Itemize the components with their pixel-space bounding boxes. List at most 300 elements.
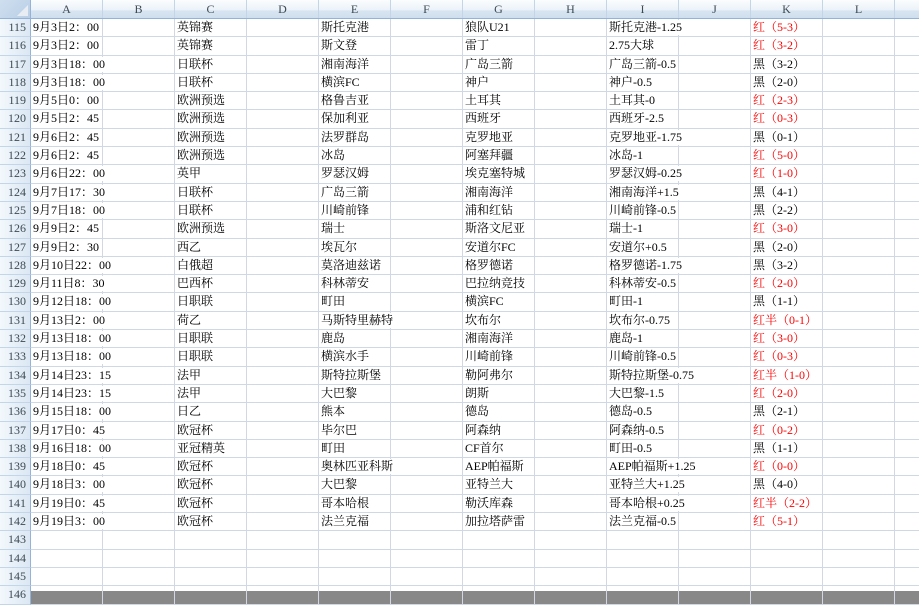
cell-A145[interactable] [31, 568, 103, 586]
cell-away-135[interactable] [463, 385, 535, 403]
cell-partial-129[interactable] [895, 275, 919, 293]
cell-home-121[interactable] [319, 129, 391, 147]
cell-partial-126[interactable] [895, 220, 919, 238]
cell-F119[interactable] [391, 92, 463, 110]
cell-league-132[interactable] [175, 330, 247, 348]
cell-result-130[interactable] [751, 293, 823, 311]
column-header-C[interactable]: C [175, 0, 247, 18]
cell-away-133[interactable] [463, 348, 535, 366]
cell-partial-127[interactable] [895, 239, 919, 257]
cell-league-129[interactable] [175, 275, 247, 293]
cell-A146[interactable] [31, 586, 103, 604]
row-header-129[interactable]: 129 [0, 275, 31, 293]
cell-B125[interactable] [103, 202, 175, 220]
cell-away-134[interactable] [463, 367, 535, 385]
cell-K144[interactable] [751, 550, 823, 568]
cell-result-138[interactable] [751, 440, 823, 458]
cell-J117[interactable] [679, 56, 751, 74]
cell-date-138[interactable] [31, 440, 112, 458]
cell-H117[interactable] [535, 56, 607, 74]
cell-partial-122[interactable] [895, 147, 919, 165]
cell-J133[interactable] [679, 348, 751, 366]
cell-L136[interactable] [823, 403, 895, 421]
column-header-B[interactable]: B [103, 0, 175, 18]
cell-F125[interactable] [391, 202, 463, 220]
row-header-116[interactable]: 116 [0, 37, 31, 55]
cell-date-120[interactable] [31, 110, 103, 128]
cell-result-117[interactable] [751, 56, 823, 74]
cell-partial-136[interactable] [895, 403, 919, 421]
cell-bet-139[interactable] [607, 458, 696, 476]
cell-home-115[interactable] [319, 19, 391, 37]
cell-partial-124[interactable] [895, 184, 919, 202]
cell-D136[interactable] [247, 403, 319, 421]
cell-partial-142[interactable] [895, 513, 919, 531]
select-all-corner[interactable] [0, 0, 31, 18]
cell-C143[interactable] [175, 531, 247, 549]
cell-away-121[interactable] [463, 129, 535, 147]
cell-bet-140[interactable] [607, 476, 685, 494]
cell-H125[interactable] [535, 202, 607, 220]
cell-D119[interactable] [247, 92, 319, 110]
cell-J130[interactable] [679, 293, 751, 311]
cell-away-124[interactable] [463, 184, 535, 202]
cell-D130[interactable] [247, 293, 319, 311]
cell-result-131[interactable] [751, 312, 823, 330]
cell-E143[interactable] [319, 531, 391, 549]
cell-bet-118[interactable] [607, 74, 679, 92]
cell-home-130[interactable] [319, 293, 391, 311]
cell-home-122[interactable] [319, 147, 391, 165]
cell-D137[interactable] [247, 422, 319, 440]
cell-date-135[interactable] [31, 385, 112, 403]
cell-league-142[interactable] [175, 513, 247, 531]
cell-H141[interactable] [535, 495, 607, 513]
cell-partial-137[interactable] [895, 422, 919, 440]
cell-result-134[interactable] [751, 367, 823, 385]
cell-away-136[interactable] [463, 403, 535, 421]
cell-league-127[interactable] [175, 239, 247, 257]
cell-D133[interactable] [247, 348, 319, 366]
row-header-137[interactable]: 137 [0, 422, 31, 440]
cell-home-116[interactable] [319, 37, 391, 55]
cell-L126[interactable] [823, 220, 895, 238]
cell-L124[interactable] [823, 184, 895, 202]
cell-home-137[interactable] [319, 422, 391, 440]
cell-H137[interactable] [535, 422, 607, 440]
cell-A143[interactable] [31, 531, 103, 549]
cell-league-135[interactable] [175, 385, 247, 403]
cell-L128[interactable] [823, 257, 895, 275]
cell-league-139[interactable] [175, 458, 247, 476]
cell-date-121[interactable] [31, 129, 103, 147]
cell-D139[interactable] [247, 458, 319, 476]
cell-home-142[interactable] [319, 513, 391, 531]
cell-home-120[interactable] [319, 110, 391, 128]
cell-bet-124[interactable] [607, 184, 679, 202]
cell-result-127[interactable] [751, 239, 823, 257]
cell-H116[interactable] [535, 37, 607, 55]
cell-league-119[interactable] [175, 92, 247, 110]
cell-bet-127[interactable] [607, 239, 679, 257]
cell-date-140[interactable] [31, 476, 106, 494]
cell-partial-145[interactable] [895, 568, 919, 586]
cell-D125[interactable] [247, 202, 319, 220]
cell-F121[interactable] [391, 129, 463, 147]
cell-home-138[interactable] [319, 440, 391, 458]
cell-L133[interactable] [823, 348, 895, 366]
cell-D141[interactable] [247, 495, 319, 513]
cell-away-123[interactable] [463, 165, 535, 183]
cell-date-122[interactable] [31, 147, 103, 165]
cell-F133[interactable] [391, 348, 463, 366]
cell-H145[interactable] [535, 568, 607, 586]
cell-B126[interactable] [103, 220, 175, 238]
cell-H127[interactable] [535, 239, 607, 257]
cell-league-133[interactable] [175, 348, 247, 366]
cell-home-134[interactable] [319, 367, 391, 385]
row-header-120[interactable]: 120 [0, 110, 31, 128]
cell-D116[interactable] [247, 37, 319, 55]
cell-D124[interactable] [247, 184, 319, 202]
cell-E144[interactable] [319, 550, 391, 568]
cell-date-141[interactable] [31, 495, 106, 513]
row-header-123[interactable]: 123 [0, 165, 31, 183]
cell-partial-144[interactable] [895, 550, 919, 568]
cell-L127[interactable] [823, 239, 895, 257]
cell-B123[interactable] [103, 165, 175, 183]
cell-B121[interactable] [103, 129, 175, 147]
cell-home-140[interactable] [319, 476, 391, 494]
cell-B128[interactable] [103, 257, 175, 275]
cell-J123[interactable] [679, 165, 751, 183]
cell-L143[interactable] [823, 531, 895, 549]
cell-partial-141[interactable] [895, 495, 919, 513]
cell-date-128[interactable] [31, 257, 112, 275]
cell-partial-125[interactable] [895, 202, 919, 220]
cell-B118[interactable] [103, 74, 175, 92]
cell-H131[interactable] [535, 312, 607, 330]
cell-partial-128[interactable] [895, 257, 919, 275]
cell-B143[interactable] [103, 531, 175, 549]
cell-D120[interactable] [247, 110, 319, 128]
cell-away-129[interactable] [463, 275, 535, 293]
cell-partial-119[interactable] [895, 92, 919, 110]
cell-away-137[interactable] [463, 422, 535, 440]
cell-D142[interactable] [247, 513, 319, 531]
cell-J136[interactable] [679, 403, 751, 421]
cell-bet-136[interactable] [607, 403, 679, 421]
row-header-131[interactable]: 131 [0, 312, 31, 330]
cell-bet-138[interactable] [607, 440, 679, 458]
cell-B138[interactable] [103, 440, 175, 458]
cell-F145[interactable] [391, 568, 463, 586]
cell-E145[interactable] [319, 568, 391, 586]
cell-partial-139[interactable] [895, 458, 919, 476]
cell-league-118[interactable] [175, 74, 247, 92]
cell-date-117[interactable] [31, 56, 106, 74]
cell-partial-133[interactable] [895, 348, 919, 366]
cell-result-124[interactable] [751, 184, 823, 202]
cell-L119[interactable] [823, 92, 895, 110]
cell-league-117[interactable] [175, 56, 247, 74]
cell-date-130[interactable] [31, 293, 112, 311]
cell-F118[interactable] [391, 74, 463, 92]
row-header-135[interactable]: 135 [0, 385, 31, 403]
cell-L117[interactable] [823, 56, 895, 74]
cell-bet-131[interactable] [607, 312, 679, 330]
cell-L118[interactable] [823, 74, 895, 92]
cell-result-119[interactable] [751, 92, 823, 110]
cell-L115[interactable] [823, 19, 895, 37]
cell-result-128[interactable] [751, 257, 823, 275]
cell-L121[interactable] [823, 129, 895, 147]
cell-date-136[interactable] [31, 403, 112, 421]
cell-B132[interactable] [103, 330, 175, 348]
cell-home-126[interactable] [319, 220, 391, 238]
column-header-J[interactable]: J [679, 0, 751, 18]
cell-league-137[interactable] [175, 422, 247, 440]
cell-partial-115[interactable] [895, 19, 919, 37]
cell-H135[interactable] [535, 385, 607, 403]
cell-away-128[interactable] [463, 257, 535, 275]
cell-partial-123[interactable] [895, 165, 919, 183]
cell-home-127[interactable] [319, 239, 391, 257]
cell-D126[interactable] [247, 220, 319, 238]
cell-J132[interactable] [679, 330, 751, 348]
cell-away-115[interactable] [463, 19, 535, 37]
cell-away-120[interactable] [463, 110, 535, 128]
cell-partial-131[interactable] [895, 312, 919, 330]
cell-J120[interactable] [679, 110, 751, 128]
cell-result-125[interactable] [751, 202, 823, 220]
row-header-124[interactable]: 124 [0, 184, 31, 202]
cell-J135[interactable] [679, 385, 751, 403]
column-header-G[interactable]: G [463, 0, 535, 18]
cell-home-129[interactable] [319, 275, 391, 293]
cell-league-140[interactable] [175, 476, 247, 494]
cell-H122[interactable] [535, 147, 607, 165]
cell-partial-135[interactable] [895, 385, 919, 403]
cell-J115[interactable] [679, 19, 751, 37]
cell-bet-126[interactable] [607, 220, 679, 238]
cell-L122[interactable] [823, 147, 895, 165]
cell-D135[interactable] [247, 385, 319, 403]
cell-B136[interactable] [103, 403, 175, 421]
cell-league-126[interactable] [175, 220, 247, 238]
cell-date-133[interactable] [31, 348, 112, 366]
cell-C145[interactable] [175, 568, 247, 586]
cell-H138[interactable] [535, 440, 607, 458]
cell-league-116[interactable] [175, 37, 247, 55]
cell-L123[interactable] [823, 165, 895, 183]
cell-D146[interactable] [247, 586, 319, 604]
cell-partial-120[interactable] [895, 110, 919, 128]
cell-G144[interactable] [463, 550, 535, 568]
cell-J140[interactable] [679, 476, 751, 494]
cell-date-116[interactable] [31, 37, 103, 55]
cell-F128[interactable] [391, 257, 463, 275]
cell-bet-129[interactable] [607, 275, 679, 293]
cell-date-137[interactable] [31, 422, 106, 440]
row-header-146[interactable]: 146 [0, 586, 31, 604]
cell-date-142[interactable] [31, 513, 106, 531]
cell-B117[interactable] [103, 56, 175, 74]
cell-F146[interactable] [391, 586, 463, 604]
cell-L146[interactable] [823, 586, 895, 604]
cell-J126[interactable] [679, 220, 751, 238]
cell-D134[interactable] [247, 367, 319, 385]
column-header-I[interactable]: I [607, 0, 679, 18]
cell-home-133[interactable] [319, 348, 391, 366]
cell-home-132[interactable] [319, 330, 391, 348]
cell-F115[interactable] [391, 19, 463, 37]
column-header-D[interactable]: D [247, 0, 319, 18]
row-header-134[interactable]: 134 [0, 367, 31, 385]
row-header-141[interactable]: 141 [0, 495, 31, 513]
cell-result-116[interactable] [751, 37, 823, 55]
row-header-121[interactable]: 121 [0, 129, 31, 147]
cell-league-120[interactable] [175, 110, 247, 128]
cell-bet-117[interactable] [607, 56, 679, 74]
cell-away-142[interactable] [463, 513, 535, 531]
column-header-K[interactable]: K [751, 0, 823, 18]
cell-H115[interactable] [535, 19, 607, 37]
cell-bet-116[interactable] [607, 37, 679, 55]
cell-K146[interactable] [751, 586, 823, 604]
cell-H128[interactable] [535, 257, 607, 275]
cell-result-135[interactable] [751, 385, 823, 403]
cell-H146[interactable] [535, 586, 607, 604]
cell-J128[interactable] [679, 257, 751, 275]
cell-home-131[interactable] [319, 312, 394, 330]
cell-J144[interactable] [679, 550, 751, 568]
cell-I144[interactable] [607, 550, 679, 568]
cell-H140[interactable] [535, 476, 607, 494]
cell-partial-134[interactable] [895, 367, 919, 385]
cell-F143[interactable] [391, 531, 463, 549]
cell-away-125[interactable] [463, 202, 535, 220]
cell-J124[interactable] [679, 184, 751, 202]
cell-away-127[interactable] [463, 239, 535, 257]
cell-bet-115[interactable] [607, 19, 682, 37]
cell-bet-122[interactable] [607, 147, 679, 165]
cell-L120[interactable] [823, 110, 895, 128]
cell-B133[interactable] [103, 348, 175, 366]
cell-league-125[interactable] [175, 202, 247, 220]
cell-partial-140[interactable] [895, 476, 919, 494]
cell-D145[interactable] [247, 568, 319, 586]
cell-league-130[interactable] [175, 293, 247, 311]
cell-B142[interactable] [103, 513, 175, 531]
cell-league-138[interactable] [175, 440, 247, 458]
row-header-127[interactable]: 127 [0, 239, 31, 257]
cell-home-136[interactable] [319, 403, 391, 421]
cell-J142[interactable] [679, 513, 751, 531]
cell-result-139[interactable] [751, 458, 823, 476]
cell-away-130[interactable] [463, 293, 535, 311]
cell-F120[interactable] [391, 110, 463, 128]
cell-D118[interactable] [247, 74, 319, 92]
cell-L125[interactable] [823, 202, 895, 220]
cell-D122[interactable] [247, 147, 319, 165]
cell-result-136[interactable] [751, 403, 823, 421]
cell-date-126[interactable] [31, 220, 103, 238]
cell-bet-134[interactable] [607, 367, 694, 385]
cell-B141[interactable] [103, 495, 175, 513]
cell-B139[interactable] [103, 458, 175, 476]
cell-bet-133[interactable] [607, 348, 679, 366]
cell-I143[interactable] [607, 531, 679, 549]
cell-away-139[interactable] [463, 458, 535, 476]
cell-D128[interactable] [247, 257, 319, 275]
row-header-130[interactable]: 130 [0, 293, 31, 311]
cell-L131[interactable] [823, 312, 895, 330]
cell-partial-132[interactable] [895, 330, 919, 348]
cell-result-121[interactable] [751, 129, 823, 147]
column-header-L[interactable]: L [823, 0, 895, 18]
cell-home-124[interactable] [319, 184, 391, 202]
cell-league-136[interactable] [175, 403, 247, 421]
cell-bet-125[interactable] [607, 202, 679, 220]
cell-away-118[interactable] [463, 74, 535, 92]
cell-L132[interactable] [823, 330, 895, 348]
cell-D123[interactable] [247, 165, 319, 183]
cell-B119[interactable] [103, 92, 175, 110]
cell-J138[interactable] [679, 440, 751, 458]
cell-J143[interactable] [679, 531, 751, 549]
cell-J121[interactable] [679, 129, 751, 147]
cell-G146[interactable] [463, 586, 535, 604]
cell-G145[interactable] [463, 568, 535, 586]
cell-A144[interactable] [31, 550, 103, 568]
cell-result-123[interactable] [751, 165, 823, 183]
cell-bet-135[interactable] [607, 385, 679, 403]
row-header-133[interactable]: 133 [0, 348, 31, 366]
row-header-145[interactable]: 145 [0, 568, 31, 586]
cell-partial-143[interactable] [895, 531, 919, 549]
cell-H123[interactable] [535, 165, 607, 183]
cell-J116[interactable] [679, 37, 751, 55]
row-header-122[interactable]: 122 [0, 147, 31, 165]
cell-league-134[interactable] [175, 367, 247, 385]
cell-bet-123[interactable] [607, 165, 682, 183]
cell-D127[interactable] [247, 239, 319, 257]
cell-F134[interactable] [391, 367, 463, 385]
cell-B131[interactable] [103, 312, 175, 330]
row-header-115[interactable]: 115 [0, 19, 31, 37]
cell-result-141[interactable] [751, 495, 823, 513]
cell-B115[interactable] [103, 19, 175, 37]
cell-home-123[interactable] [319, 165, 391, 183]
cell-result-133[interactable] [751, 348, 823, 366]
cell-H144[interactable] [535, 550, 607, 568]
cell-L140[interactable] [823, 476, 895, 494]
cell-H120[interactable] [535, 110, 607, 128]
cell-result-118[interactable] [751, 74, 823, 92]
column-header-F[interactable]: F [391, 0, 463, 18]
row-header-142[interactable]: 142 [0, 513, 31, 531]
cell-league-121[interactable] [175, 129, 247, 147]
cell-J125[interactable] [679, 202, 751, 220]
cell-L129[interactable] [823, 275, 895, 293]
cell-away-117[interactable] [463, 56, 535, 74]
row-header-143[interactable]: 143 [0, 531, 31, 549]
cell-F126[interactable] [391, 220, 463, 238]
cell-H121[interactable] [535, 129, 607, 147]
row-header-138[interactable]: 138 [0, 440, 31, 458]
cell-F127[interactable] [391, 239, 463, 257]
